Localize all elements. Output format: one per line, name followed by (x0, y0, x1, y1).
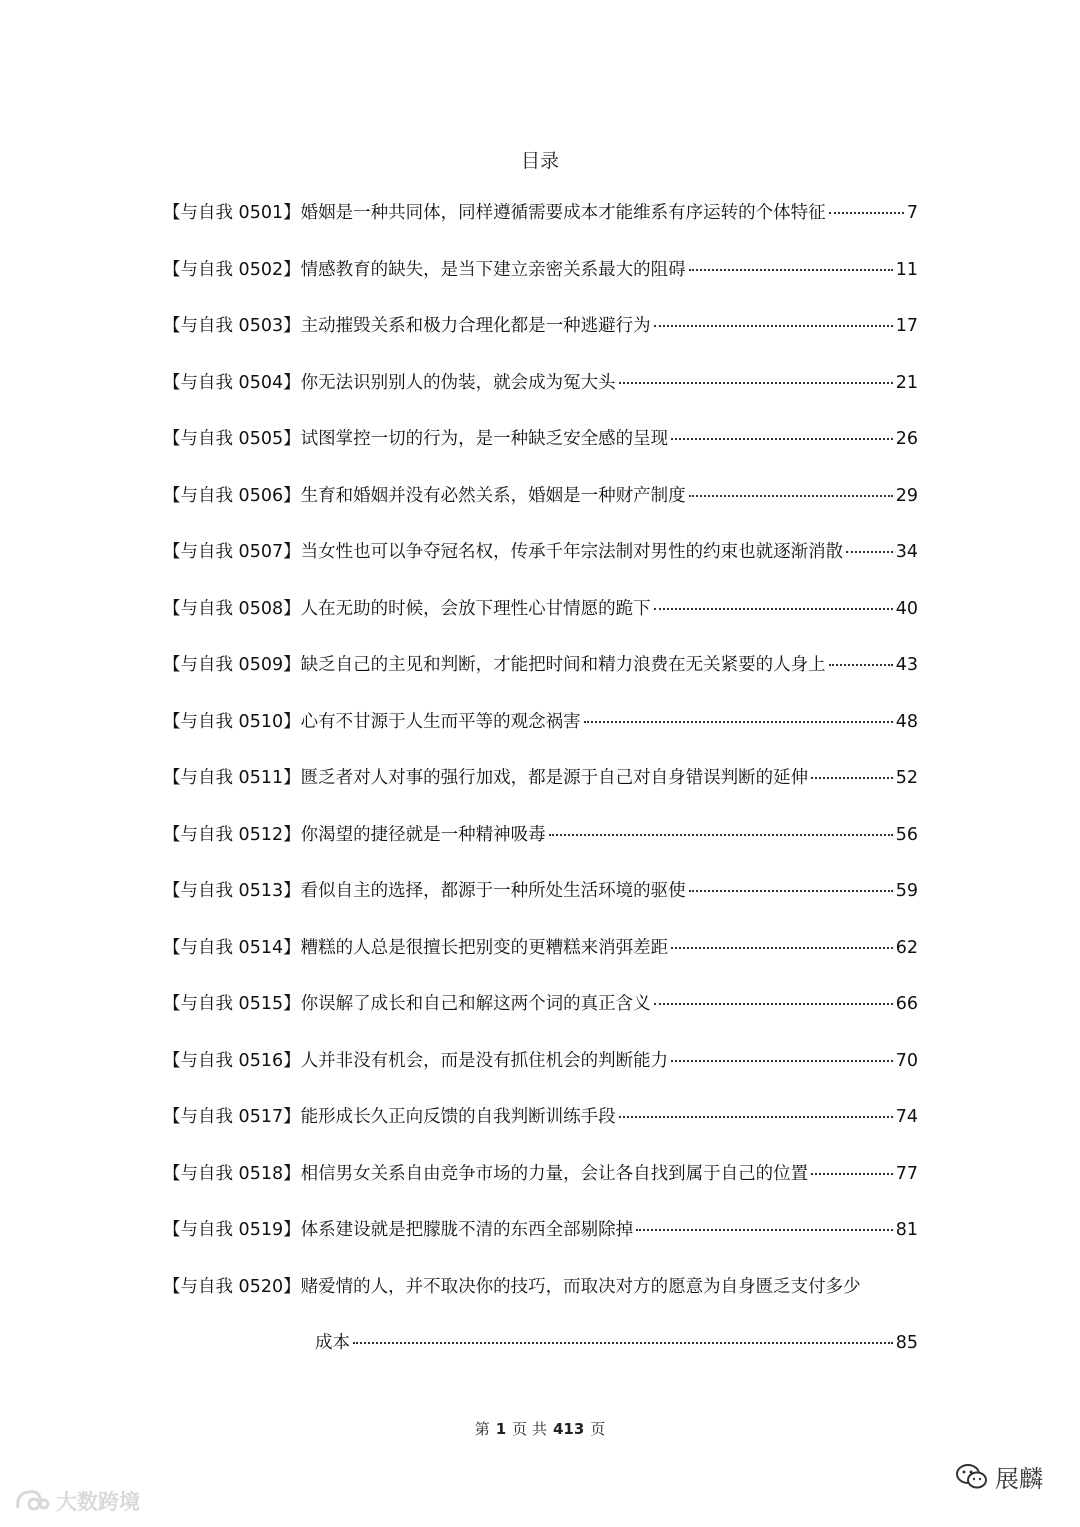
toc-entry[interactable] (163, 1047, 918, 1104)
toc-entry-page: 11 (895, 259, 918, 280)
toc-entry-code: 【与自我 0506】 (163, 485, 301, 506)
toc-entry-title: 心有不甘源于人生而平等的观念祸害 (300, 711, 581, 732)
dot-leader (671, 1060, 893, 1062)
toc-entry-title: 你渴望的捷径就是一种精神吸毒 (300, 824, 546, 845)
dot-leader (654, 1003, 893, 1005)
toc-entry-title: 赌爱情的人，并不取决你的技巧，而取决对方的愿意为自身匮乏支付多少 (300, 1276, 861, 1297)
toc-entry-code: 【与自我 0510】 (163, 711, 301, 732)
toc-entry-page: 59 (895, 881, 918, 901)
toc-entry[interactable] (163, 199, 918, 256)
toc-entry[interactable] (163, 1273, 918, 1386)
toc-entry-page: 66 (895, 994, 918, 1014)
watermark-left (14, 1486, 140, 1516)
toc-entry-page: 40 (895, 598, 918, 619)
toc-entry-page: 77 (895, 1163, 918, 1184)
dot-leader (671, 438, 893, 440)
toc-entry-title: 生育和婚姻并没有必然关系，婚姻是一种财产制度 (300, 485, 686, 506)
toc-entry-code: 【与自我 0519】 (163, 1220, 301, 1240)
footer-middle: 页 共 (512, 1420, 547, 1438)
toc-entry-page: 74 (895, 1107, 918, 1127)
dot-leader (689, 495, 893, 497)
toc-entry-page: 26 (895, 429, 918, 449)
toc-entry[interactable] (163, 482, 918, 539)
toc-entry-page: 52 (895, 768, 918, 788)
footer-total-pages: 413 (552, 1420, 585, 1438)
toc-entry-title: 相信男女关系自由竞争市场的力量，会让各自找到属于自己的位置 (300, 1163, 809, 1184)
toc-entry-page: 70 (895, 1050, 918, 1071)
toc-entry[interactable] (163, 538, 918, 595)
toc-entry-title: 婚姻是一种共同体，同样遵循需要成本才能维系有序运转的个体特征 (300, 203, 826, 223)
footer-prefix: 第 (474, 1420, 490, 1438)
toc-entry[interactable] (163, 369, 918, 426)
toc-entry-title: 你误解了成长和自己和解这两个词的真正含义 (300, 994, 651, 1014)
toc-entry-page: 85 (895, 1333, 918, 1353)
toc-entry[interactable] (163, 877, 918, 934)
toc-entry-code: 【与自我 0513】 (163, 881, 301, 901)
page-footer (0, 1418, 1080, 1439)
brand-logo-icon (14, 1488, 50, 1514)
toc-title: 目录 (520, 150, 559, 172)
toc-entry-code: 【与自我 0514】 (163, 937, 301, 958)
toc-entry-page: 21 (895, 372, 918, 393)
footer-suffix: 页 (590, 1420, 606, 1438)
watermark-right-text: 展麟 (995, 1465, 1043, 1493)
toc-entry-page: 34 (895, 542, 918, 562)
dot-leader (654, 325, 893, 327)
dot-leader (654, 608, 893, 610)
toc-entry-title: 体系建设就是把朦胧不清的东西全部剔除掉 (300, 1220, 634, 1240)
toc-entry-code: 【与自我 0505】 (163, 429, 301, 449)
watermark-left-text: 大数跨境 (56, 1490, 140, 1514)
toc-entry-title: 匮乏者对人对事的强行加戏，都是源于自己对自身错误判断的延伸 (300, 768, 809, 788)
dot-leader (549, 834, 893, 836)
toc-entry-title: 人在无助的时候，会放下理性心甘情愿的跪下 (300, 598, 651, 619)
dot-leader (829, 212, 904, 214)
toc-entry-code: 【与自我 0508】 (163, 598, 301, 619)
toc-entry-page: 81 (895, 1220, 918, 1240)
toc-entry[interactable] (163, 1216, 918, 1273)
dot-leader (689, 890, 893, 892)
dot-leader (846, 551, 893, 553)
dot-leader (584, 721, 893, 723)
toc-entry-title: 人并非没有机会，而是没有抓住机会的判断能力 (300, 1050, 669, 1071)
toc-entry-title: 当女性也可以争夺冠名权，传承千年宗法制对男性的约束也就逐渐消散 (300, 542, 844, 562)
toc-entry[interactable] (163, 1103, 918, 1160)
toc-entry-title: 能形成长久正向反馈的自我判断训练手段 (300, 1107, 616, 1127)
toc-entry[interactable] (163, 651, 918, 708)
dot-leader (671, 947, 893, 949)
toc-entry-page: 62 (895, 937, 918, 958)
toc-entry-title: 试图掌控一切的行为，是一种缺乏安全感的呈现 (300, 429, 669, 449)
toc-entry-page: 17 (895, 316, 918, 336)
toc-entry-code: 【与自我 0515】 (163, 994, 301, 1014)
toc-entry-code: 【与自我 0512】 (163, 824, 301, 845)
wechat-icon (955, 1462, 989, 1492)
toc-entry-code: 【与自我 0503】 (163, 316, 301, 336)
dot-leader (689, 269, 893, 271)
toc-entry-title: 糟糕的人总是很擅长把别变的更糟糕来消弭差距 (300, 937, 669, 958)
dot-leader (636, 1229, 893, 1231)
toc-entry-title-continued: 成本 (315, 1333, 350, 1353)
dot-leader (619, 382, 893, 384)
toc-entry-code: 【与自我 0517】 (163, 1107, 301, 1127)
dot-leader (811, 1173, 893, 1175)
table-of-contents (163, 199, 918, 1386)
toc-entry-title: 看似自主的选择，都源于一种所处生活环境的驱使 (300, 881, 686, 901)
toc-entry[interactable] (163, 708, 918, 765)
toc-entry[interactable] (163, 1160, 918, 1217)
toc-entry[interactable] (163, 990, 918, 1047)
toc-entry-code: 【与自我 0518】 (163, 1163, 301, 1184)
toc-entry-page: 43 (895, 655, 918, 675)
toc-entry-page: 29 (895, 485, 918, 506)
toc-entry[interactable] (163, 934, 918, 991)
dot-leader (353, 1342, 893, 1344)
toc-entry-code: 【与自我 0520】 (163, 1276, 301, 1297)
toc-entry[interactable] (163, 425, 918, 482)
toc-entry-code: 【与自我 0504】 (163, 372, 301, 393)
toc-entry[interactable] (163, 821, 918, 878)
toc-entry-title: 缺乏自己的主见和判断，才能把时间和精力浪费在无关紧要的人身上 (300, 655, 826, 675)
toc-entry-page: 48 (895, 711, 918, 732)
toc-entry[interactable] (163, 595, 918, 652)
toc-entry-code: 【与自我 0502】 (163, 259, 301, 280)
toc-entry[interactable] (163, 256, 918, 313)
toc-entry-code: 【与自我 0511】 (163, 768, 301, 788)
dot-leader (811, 777, 893, 779)
toc-entry-page: 56 (895, 824, 918, 845)
toc-entry[interactable] (163, 312, 918, 369)
footer-current-page: 1 (495, 1420, 507, 1438)
toc-entry-title: 情感教育的缺失，是当下建立亲密关系最大的阻碍 (300, 259, 686, 280)
dot-leader (829, 664, 893, 666)
toc-entry-code: 【与自我 0507】 (163, 542, 301, 562)
toc-entry-title: 你无法识别别人的伪装，就会成为冤大头 (300, 372, 616, 393)
toc-entry-code: 【与自我 0516】 (163, 1050, 301, 1071)
toc-entry-title: 主动摧毁关系和极力合理化都是一种逃避行为 (300, 316, 651, 336)
dot-leader (619, 1116, 893, 1118)
toc-entry-code: 【与自我 0501】 (163, 203, 301, 223)
watermark-right (955, 1459, 1043, 1494)
toc-entry[interactable] (163, 764, 918, 821)
toc-entry-page: 7 (906, 203, 918, 223)
toc-entry-code: 【与自我 0509】 (163, 655, 301, 675)
